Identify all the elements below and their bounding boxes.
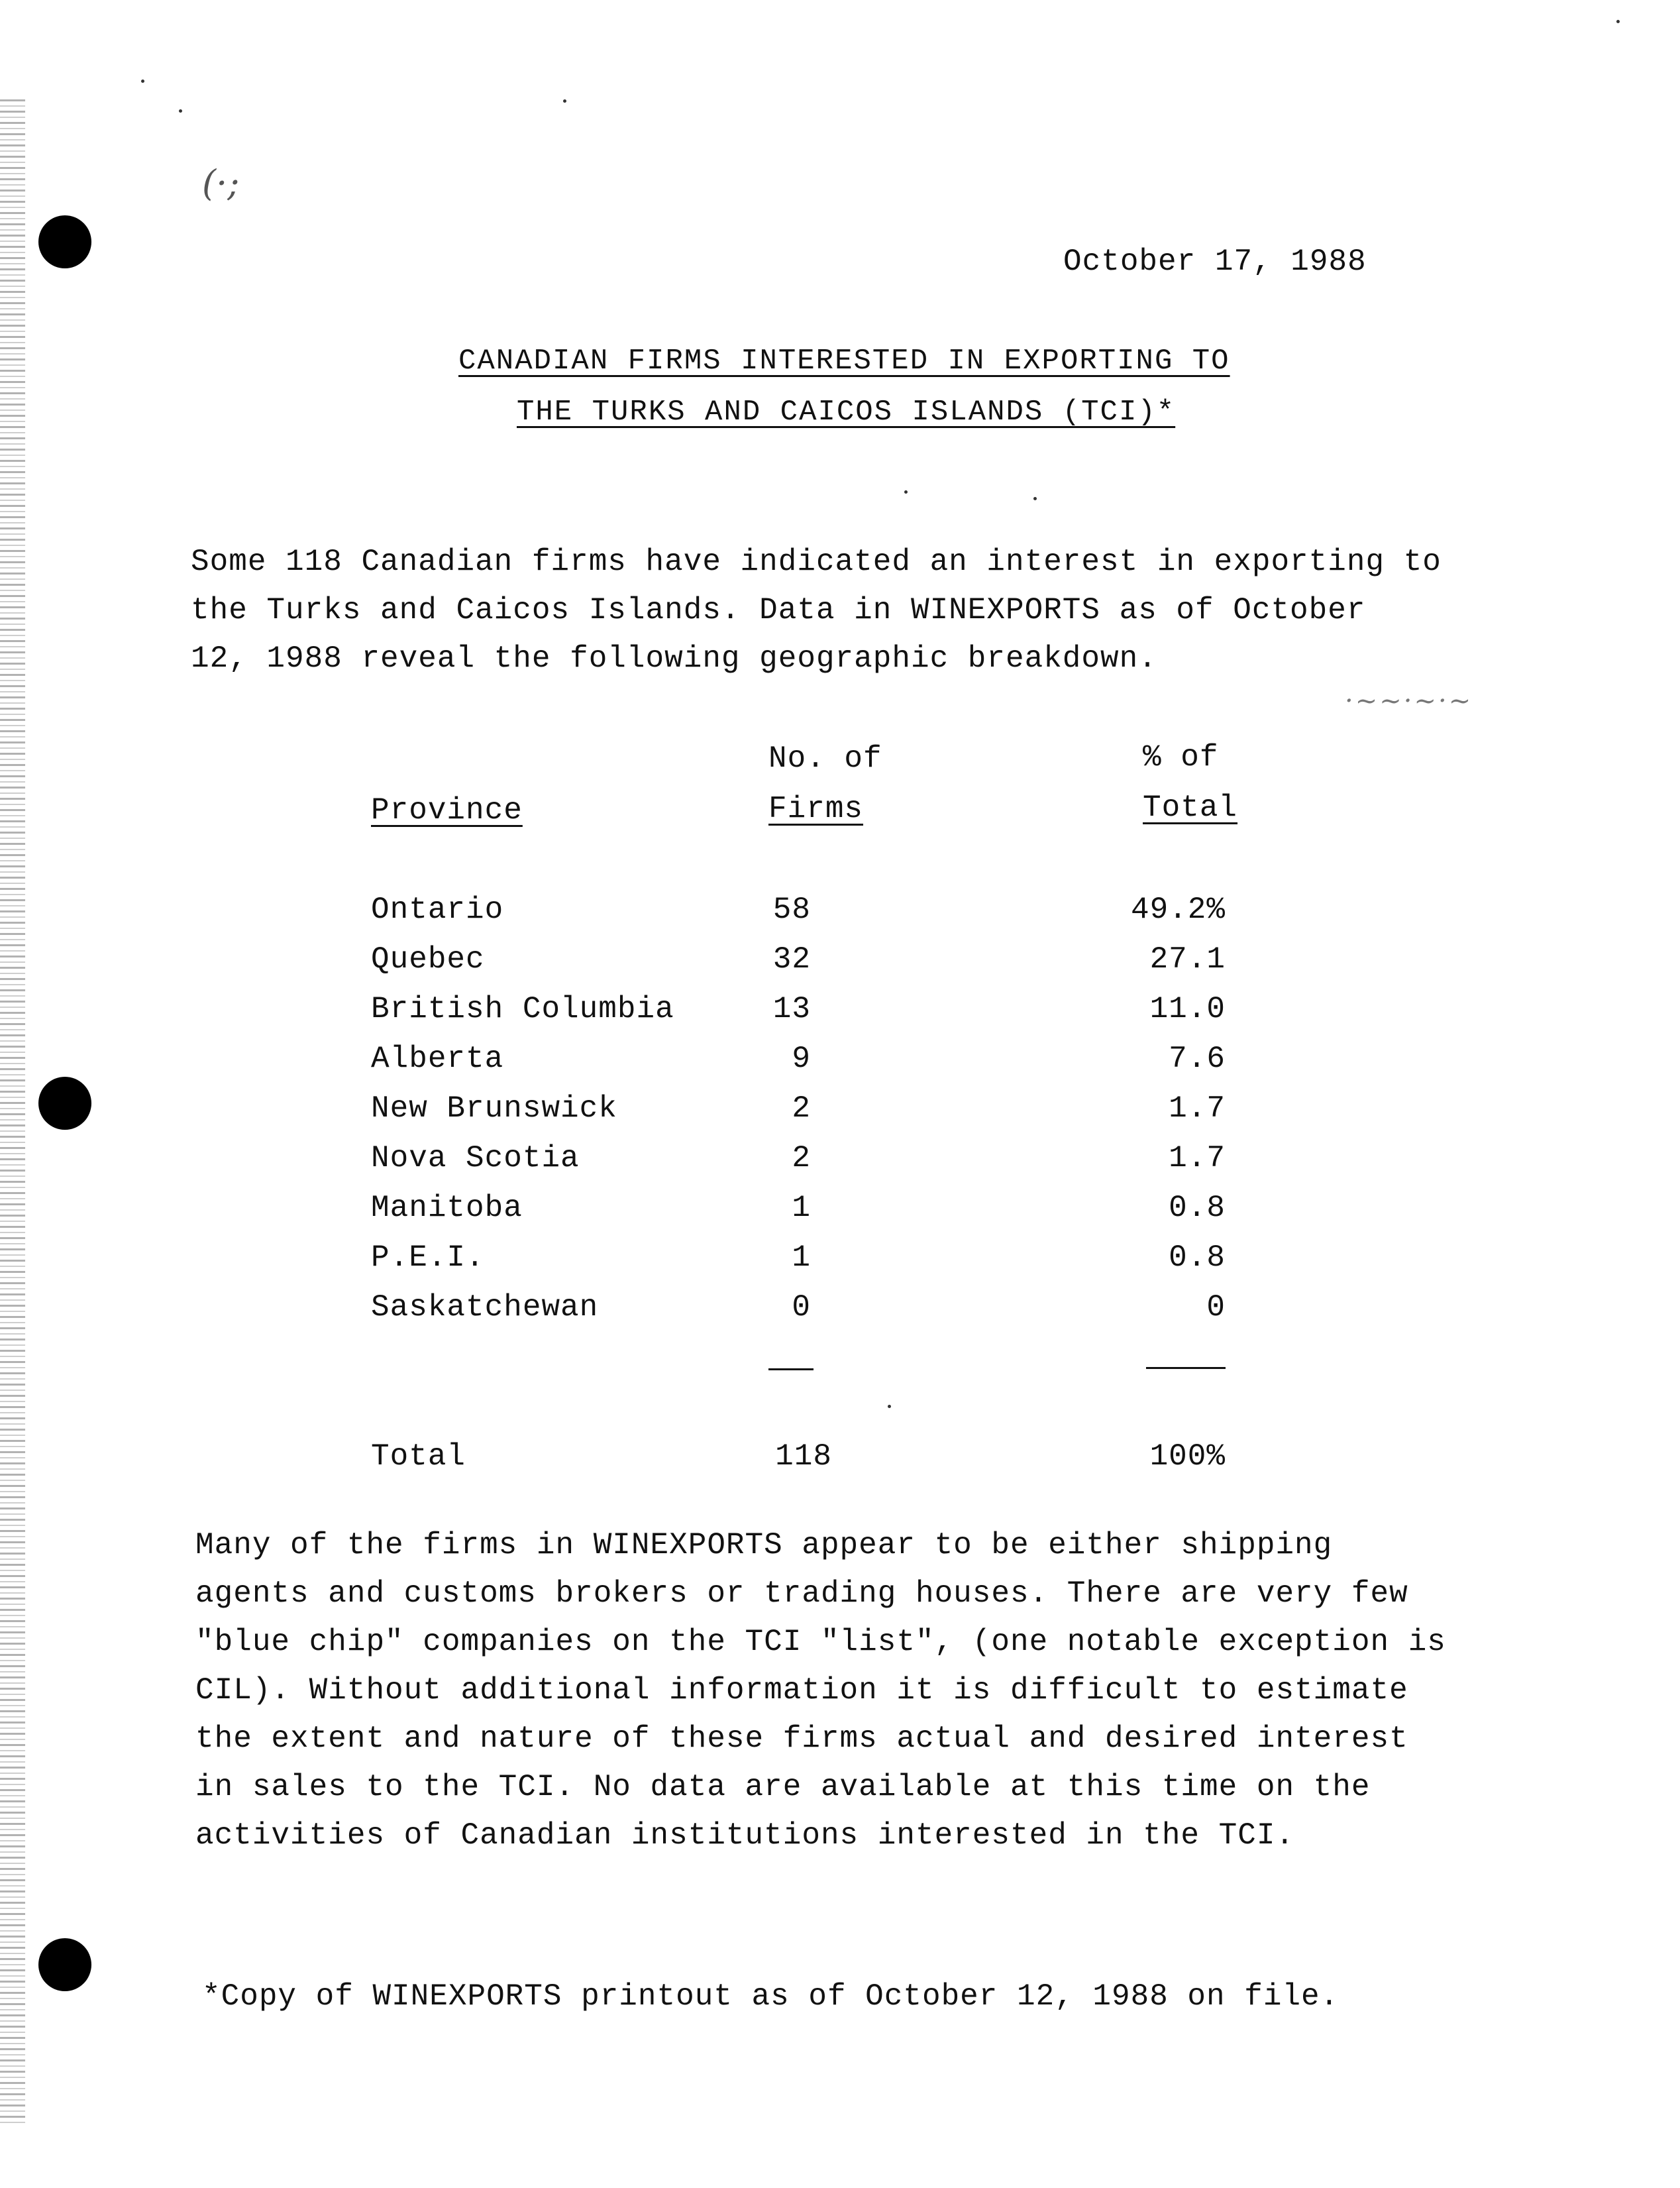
header-firms-line2: Firms [768, 792, 864, 826]
header-pct-line2: Total [1143, 791, 1238, 825]
body-line: "blue chip" companies on the TCI "list", (one notable exception is [195, 1625, 1446, 1659]
total-label: Total [371, 1439, 466, 1474]
pct-cell: 27.1 [1149, 942, 1226, 977]
table-row [0, 1044, 1680, 1083]
firms-cell: 0 [792, 1290, 811, 1325]
subtotal-rule-firms [768, 1368, 814, 1370]
speck [888, 1405, 891, 1408]
document-date: October 17, 1988 [1063, 245, 1367, 279]
table-row [0, 1193, 1680, 1232]
province-cell: New Brunswick [371, 1091, 617, 1126]
firms-cell: 9 [792, 1042, 811, 1076]
body-line: CIL). Without additional information it is difficult to estimate [195, 1673, 1408, 1708]
pct-cell: 1.7 [1169, 1141, 1226, 1176]
table-row [0, 1292, 1680, 1332]
intro-line: 12, 1988 reveal the following geographic breakdown. [191, 641, 1157, 676]
table-row [0, 944, 1680, 984]
province-cell: British Columbia [371, 992, 674, 1026]
total-firms: 118 [775, 1439, 832, 1474]
pct-cell: 0.8 [1169, 1191, 1226, 1225]
province-cell: Nova Scotia [371, 1141, 580, 1176]
table-row [0, 1242, 1680, 1282]
body-line: agents and customs brokers or trading houses. There are very few [195, 1576, 1408, 1611]
intro-paragraph [191, 538, 1442, 683]
table-row [0, 994, 1680, 1034]
pct-cell: 7.6 [1169, 1042, 1226, 1076]
firms-cell: 1 [792, 1240, 811, 1275]
handwritten-mark: (·; [202, 162, 240, 204]
firms-cell: 2 [792, 1091, 811, 1126]
province-cell: Quebec [371, 942, 485, 977]
province-cell: P.E.I. [371, 1240, 485, 1275]
firms-cell: 1 [792, 1191, 811, 1225]
table-row [0, 1143, 1680, 1183]
speck [904, 490, 908, 494]
province-cell: Ontario [371, 893, 504, 927]
speck [179, 109, 182, 113]
firms-cell: 13 [772, 992, 811, 1026]
intro-line: Some 118 Canadian firms have indicated an interest in exporting to [191, 545, 1442, 579]
province-cell: Manitoba [371, 1191, 523, 1225]
header-firms-line1: No. of [768, 741, 882, 776]
total-pct: 100% [1149, 1439, 1226, 1474]
body-line: Many of the firms in WINEXPORTS appear to be either shipping [195, 1528, 1333, 1562]
title-line-2: THE TURKS AND CAICOS ISLANDS (TCI)* [517, 396, 1176, 429]
punch-hole-bottom [38, 1938, 91, 1991]
body-paragraph [195, 1521, 1446, 1860]
table-row [0, 1093, 1680, 1133]
margin-scribble: ·~~·~·~ [1345, 686, 1473, 716]
body-line: in sales to the TCI. No data are available at this time on the [195, 1770, 1371, 1804]
table-total-row [0, 1441, 1680, 1481]
body-line: activities of Canadian institutions interested in the TCI. [195, 1818, 1295, 1853]
table-row [0, 895, 1680, 934]
pct-cell: 49.2% [1130, 893, 1226, 927]
pct-cell: 0 [1206, 1290, 1226, 1325]
title-line-1: CANADIAN FIRMS INTERESTED IN EXPORTING TO [458, 345, 1230, 378]
province-cell: Saskatchewan [371, 1290, 599, 1325]
punch-hole-top [38, 215, 91, 268]
province-cell: Alberta [371, 1042, 504, 1076]
firms-cell: 58 [772, 893, 811, 927]
header-province: Province [371, 793, 523, 828]
pct-cell: 0.8 [1169, 1240, 1226, 1275]
footnote: *Copy of WINEXPORTS printout as of October 12, 1988 on file. [202, 1979, 1339, 2014]
speck [563, 99, 566, 103]
firms-cell: 32 [772, 942, 811, 977]
header-pct-line1: % of [1143, 740, 1219, 775]
speck [1033, 497, 1037, 500]
speck [1616, 20, 1620, 23]
subtotal-rule-pct [1146, 1367, 1226, 1369]
intro-line: the Turks and Caicos Islands. Data in WINEXPORTS as of October [191, 593, 1366, 628]
pct-cell: 11.0 [1149, 992, 1226, 1026]
body-line: the extent and nature of these firms actual and desired interest [195, 1722, 1408, 1756]
firms-cell: 2 [792, 1141, 811, 1176]
speck [141, 80, 144, 83]
pct-cell: 1.7 [1169, 1091, 1226, 1126]
